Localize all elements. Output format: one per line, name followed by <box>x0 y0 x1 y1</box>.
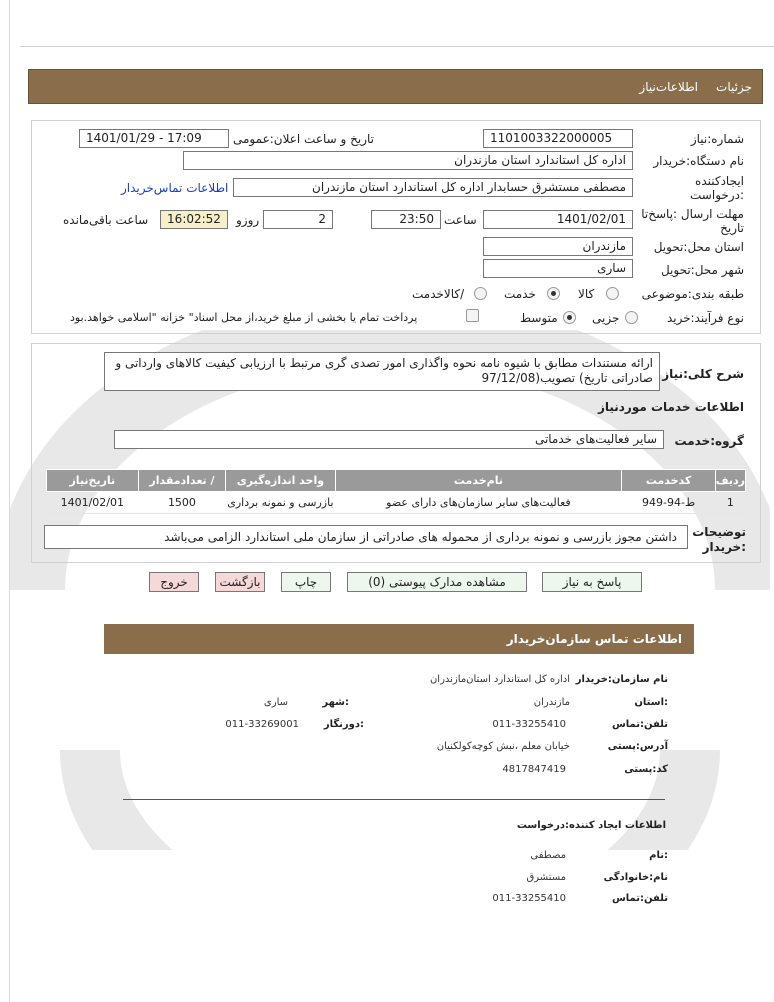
city-label: شهر محل:تحویل <box>660 263 744 277</box>
cell-need-date: 1401/02/01 <box>47 492 139 514</box>
print-button[interactable]: چاپ <box>281 572 331 592</box>
process-buy: خرید <box>667 311 691 325</box>
contact-fax-label: :دورنگار <box>323 719 364 730</box>
creator-label-1: ایجادکننده <box>695 174 744 188</box>
process-label: نوع فرآیند: <box>690 311 744 325</box>
contact-province-value: مازندران <box>533 697 570 708</box>
cell-row: 1 <box>715 492 745 514</box>
contact-fax-value: 011-33269001 <box>225 719 299 730</box>
category-option-service: خدمت <box>504 287 536 301</box>
remaining-label: ساعت باقی‌مانده <box>63 213 149 227</box>
col-need-date: تاریخ‌نیاز <box>47 470 139 492</box>
buyer-org-field: اداره کل استاندارد استان مازندران <box>183 151 633 170</box>
deadline-time-field: 23:50 <box>371 210 441 229</box>
contact-bar-title: اطلاعات تماس سازمان‌خریدار <box>506 632 682 646</box>
cell-quantity: 1500 <box>138 492 226 514</box>
services-title: اطلاعات خدمات موردنیاز <box>597 400 744 414</box>
attachments-button[interactable]: مشاهده مدارک پیوستی (0) <box>347 572 527 592</box>
exit-button[interactable]: خروج <box>149 572 199 592</box>
summary-text-line1: ارائه مستندات مطابق با شیوه نامه نحوه واگذاری امور تصدی گری مرتبط با ارزیابی کیفیت کالاهای وارداتی و <box>115 356 653 370</box>
cell-unit: بازرسی و نمونه برداری <box>226 492 335 514</box>
category-label: طبقه بندی:موضوعی <box>641 287 744 301</box>
contact-postal-value: 4817847419 <box>502 764 566 775</box>
buyer-notes-label-2: :خریدار <box>702 540 746 554</box>
days-label: روزو <box>236 213 260 227</box>
category-radio-both[interactable] <box>474 287 487 300</box>
creator-label-2: :درخواست <box>690 188 744 202</box>
col-quantity: / تعدادمقدار <box>138 470 226 492</box>
announce-label: تاریخ و ساعت اعلان:عمومی <box>233 132 375 146</box>
contact-postal-label: کد:پستی <box>624 764 668 775</box>
creator-family-label: نام:خانوادگی <box>603 872 668 883</box>
need-number-label: شماره:نیاز <box>690 132 744 146</box>
creator-name-label: :نام <box>649 850 668 861</box>
summary-text-box <box>104 352 660 391</box>
tab-details[interactable]: جزئیات <box>716 80 752 94</box>
deadline-label-1: مهلت ارسال :پاسخ‌تا <box>641 207 744 221</box>
deadline-date-field: 1401/02/01 <box>483 210 633 229</box>
buyer-org-label: نام دستگاه:خریدار <box>653 154 744 168</box>
contact-phone-label: تلفن:تماس <box>611 719 668 730</box>
treasury-payment-note: پرداخت تمام یا بخشی از مبلغ خرید،از محل اسناد" خزانه "اسلامی خواهد.بود <box>70 311 418 324</box>
col-unit: واحد اندازه‌گیری <box>226 470 335 492</box>
creator-phone-label: تلفن:تماس <box>611 893 668 904</box>
announce-field: 1401/01/29 - 17:09 <box>79 129 229 148</box>
col-row: ردیف <box>715 470 745 492</box>
process-option-medium: متوسط <box>520 311 558 325</box>
cell-service-code: ط-94-949 <box>622 492 715 514</box>
buyer-notes-label-1: توضیحات <box>692 525 746 539</box>
contact-address-label: آدرس:پستی <box>607 741 668 752</box>
top-divider <box>20 46 774 47</box>
creator-phone-value: 011-33255410 <box>492 893 566 904</box>
remaining-time-field: 16:02:52 <box>160 210 228 229</box>
buyer-notes-field: داشتن مجوز بازرسی و نمونه برداری از محموله های صادراتی از سازمان ملی استاندارد الزامی می‌باشد <box>44 525 688 549</box>
time-label: ساعت <box>444 213 477 227</box>
contact-divider <box>123 799 665 800</box>
category-radio-goods[interactable] <box>606 287 619 300</box>
process-radio-minor[interactable] <box>625 311 638 324</box>
contact-org-value: اداره کل استاندارد استان‌مازندران <box>429 674 570 685</box>
tab-need-info[interactable]: اطلاعات‌نیاز <box>639 80 698 94</box>
contact-city-label: :شهر <box>322 697 349 708</box>
category-option-both: /کالاخدمت <box>412 287 465 301</box>
service-group-label: گروه:خدمت <box>674 434 744 448</box>
table-header-row <box>47 470 746 492</box>
process-radio-medium[interactable] <box>563 311 576 324</box>
table-row <box>47 492 746 514</box>
contact-bar <box>104 624 694 654</box>
treasury-payment-checkbox[interactable] <box>466 309 479 322</box>
province-field: مازندران <box>483 237 633 256</box>
contact-phone-value: 011-33255410 <box>492 719 566 730</box>
creator-info-title: اطلاعات ایجاد کننده:درخواست <box>516 820 666 831</box>
col-service-code: کدخدمت <box>622 470 715 492</box>
creator-field: مصطفی مستشرق حسابدار اداره کل استاندارد استان مازندران <box>233 178 633 197</box>
service-group-field: سایر فعالیت‌های خدماتی <box>114 430 664 449</box>
left-border-line <box>9 0 10 1002</box>
contact-address-value: خیابان معلم ،نبش کوچه‌کولکنیان <box>436 741 570 752</box>
need-number-field: 1101003322000005 <box>483 129 633 148</box>
summary-label: شرح کلی:نیاز <box>662 367 744 381</box>
days-field: 2 <box>263 210 333 229</box>
city-field: ساری <box>483 259 633 278</box>
creator-name-value: مصطفی <box>530 850 566 861</box>
contact-city-value: ساری <box>263 697 288 708</box>
creator-family-value: مستشرق <box>526 872 566 883</box>
cell-service-name: فعالیت‌های سایر سازمان‌های دارای عضو <box>335 492 622 514</box>
deadline-label-2: تاریخ <box>720 221 744 235</box>
process-option-minor: جزیی <box>592 311 620 325</box>
province-label: استان محل:تحویل <box>653 240 744 254</box>
header-bar <box>28 69 763 104</box>
buyer-contact-link[interactable]: اطلاعات تماس‌خریدار <box>121 181 229 195</box>
reply-button[interactable]: پاسخ به نیاز <box>542 572 642 592</box>
contact-province-label: :استان <box>634 697 668 708</box>
category-radio-service[interactable] <box>547 287 560 300</box>
back-button[interactable]: بازگشت <box>215 572 265 592</box>
summary-text-line2: صادراتی تاریخ) تصویب(97/12/08 <box>481 371 653 385</box>
services-table <box>46 469 746 514</box>
category-option-goods: کالا <box>578 287 595 301</box>
contact-org-label: نام سازمان:خریدار <box>575 674 668 685</box>
col-service-name: نام‌خدمت <box>335 470 622 492</box>
